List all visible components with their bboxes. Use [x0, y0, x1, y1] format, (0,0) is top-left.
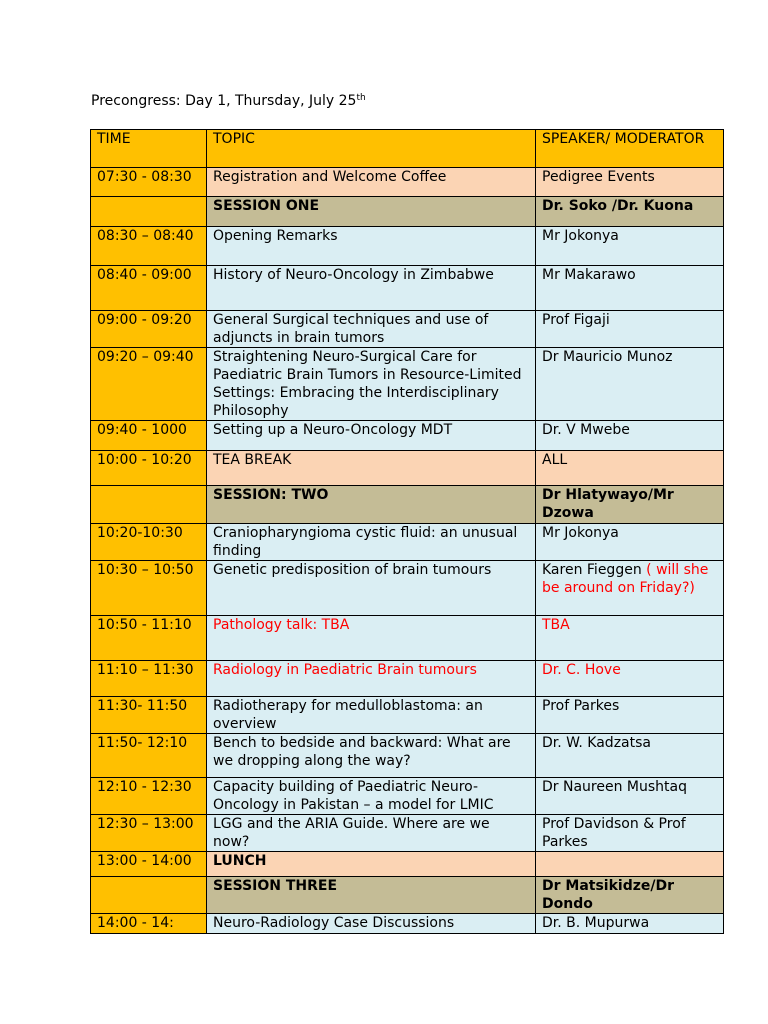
row-speaker: TBA: [536, 616, 724, 661]
page-title: [91, 92, 366, 110]
break-row: [91, 451, 724, 486]
header-topic: TOPIC: [207, 130, 536, 168]
row-topic: Genetic predisposition of brain tumours: [207, 561, 536, 616]
table-header-row: [91, 130, 724, 168]
row-speaker: Pedigree Events: [536, 168, 724, 197]
header-time: TIME: [91, 130, 207, 168]
table-row: [91, 524, 724, 561]
row-time: 12:10 - 12:30: [91, 778, 207, 815]
row-topic: History of Neuro-Oncology in Zimbabwe: [207, 266, 536, 311]
table-row: [91, 815, 724, 852]
row-time: 10:20-10:30: [91, 524, 207, 561]
row-time: 11:50- 12:10: [91, 734, 207, 778]
row-topic: Registration and Welcome Coffee: [207, 168, 536, 197]
row-time: 08:30 – 08:40: [91, 227, 207, 266]
row-speaker: Dr. B. Mupurwa: [536, 914, 724, 934]
row-speaker: [536, 852, 724, 877]
row-speaker: Mr Makarawo: [536, 266, 724, 311]
session-row: [91, 486, 724, 524]
row-topic: Setting up a Neuro-Oncology MDT: [207, 421, 536, 451]
row-time: 11:30- 11:50: [91, 697, 207, 734]
table-row: [91, 914, 724, 934]
page-title-superscript: th: [356, 93, 366, 103]
table-row: [91, 661, 724, 697]
row-speaker: Dr Mauricio Munoz: [536, 348, 724, 421]
session-moderator: Dr Hlatywayo/Mr Dzowa: [536, 486, 724, 524]
row-topic: Craniopharyngioma cystic fluid: an unusual finding: [207, 524, 536, 561]
row-time: [91, 197, 207, 227]
header-speaker: SPEAKER/ MODERATOR: [536, 130, 724, 168]
row-time: 08:40 - 09:00: [91, 266, 207, 311]
row-speaker: Dr. C. Hove: [536, 661, 724, 697]
row-topic: Opening Remarks: [207, 227, 536, 266]
row-speaker: Prof Davidson & Prof Parkes: [536, 815, 724, 852]
row-topic: Pathology talk: TBA: [207, 616, 536, 661]
row-time: 10:50 - 11:10: [91, 616, 207, 661]
session-title: SESSION THREE: [207, 877, 536, 914]
row-time: 09:20 – 09:40: [91, 348, 207, 421]
row-time: 10:00 - 10:20: [91, 451, 207, 486]
table-row: [91, 778, 724, 815]
row-speaker: Prof Figaji: [536, 311, 724, 348]
row-topic: Radiotherapy for medulloblastoma: an overview: [207, 697, 536, 734]
session-moderator: Dr. Soko /Dr. Kuona: [536, 197, 724, 227]
row-time: 09:00 - 09:20: [91, 311, 207, 348]
row-time: 09:40 - 1000: [91, 421, 207, 451]
row-topic: Capacity building of Paediatric Neuro-Oncology in Pakistan – a model for LMIC: [207, 778, 536, 815]
schedule-table: [90, 129, 724, 934]
row-time: 10:30 – 10:50: [91, 561, 207, 616]
session-row: [91, 877, 724, 914]
table-row: [91, 697, 724, 734]
row-time: 12:30 – 13:00: [91, 815, 207, 852]
row-time: 11:10 – 11:30: [91, 661, 207, 697]
table-row: [91, 616, 724, 661]
table-row: [91, 348, 724, 421]
session-title: SESSION ONE: [207, 197, 536, 227]
row-topic: TEA BREAK: [207, 451, 536, 486]
row-topic: Bench to bedside and backward: What are we dropping along the way?: [207, 734, 536, 778]
row-topic: LUNCH: [207, 852, 536, 877]
row-speaker: Mr Jokonya: [536, 227, 724, 266]
row-time: 07:30 - 08:30: [91, 168, 207, 197]
row-time: 13:00 - 14:00: [91, 852, 207, 877]
row-speaker: Prof Parkes: [536, 697, 724, 734]
row-speaker: [536, 561, 724, 616]
row-speaker: Dr. W. Kadzatsa: [536, 734, 724, 778]
table-row: [91, 168, 724, 197]
row-speaker: Mr Jokonya: [536, 524, 724, 561]
speaker-note: ( will she be around on Friday?): [542, 562, 709, 596]
session-title: SESSION: TWO: [207, 486, 536, 524]
session-row: [91, 197, 724, 227]
row-topic: General Surgical techniques and use of adjuncts in brain tumors: [207, 311, 536, 348]
row-topic: LGG and the ARIA Guide. Where are we now?: [207, 815, 536, 852]
row-topic: Neuro-Radiology Case Discussions: [207, 914, 536, 934]
row-speaker: Dr. V Mwebe: [536, 421, 724, 451]
table-row: [91, 734, 724, 778]
table-row: [91, 421, 724, 451]
table-row: [91, 561, 724, 616]
row-time: [91, 877, 207, 914]
session-moderator: Dr Matsikidze/Dr Dondo: [536, 877, 724, 914]
table-row: [91, 227, 724, 266]
row-topic: Radiology in Paediatric Brain tumours: [207, 661, 536, 697]
row-speaker: ALL: [536, 451, 724, 486]
row-speaker: Dr Naureen Mushtaq: [536, 778, 724, 815]
row-topic: Straightening Neuro-Surgical Care for Paediatric Brain Tumors in Resource-Limited Settings: Embracing the Interdisciplinary Philosophy: [207, 348, 536, 421]
row-time: 14:00 - 14:: [91, 914, 207, 934]
table-row: [91, 266, 724, 311]
row-time: [91, 486, 207, 524]
speaker-name: Karen Fieggen: [542, 562, 642, 578]
break-row: [91, 852, 724, 877]
page-title-text: Precongress: Day 1, Thursday, July 25: [91, 93, 357, 109]
table-row: [91, 311, 724, 348]
